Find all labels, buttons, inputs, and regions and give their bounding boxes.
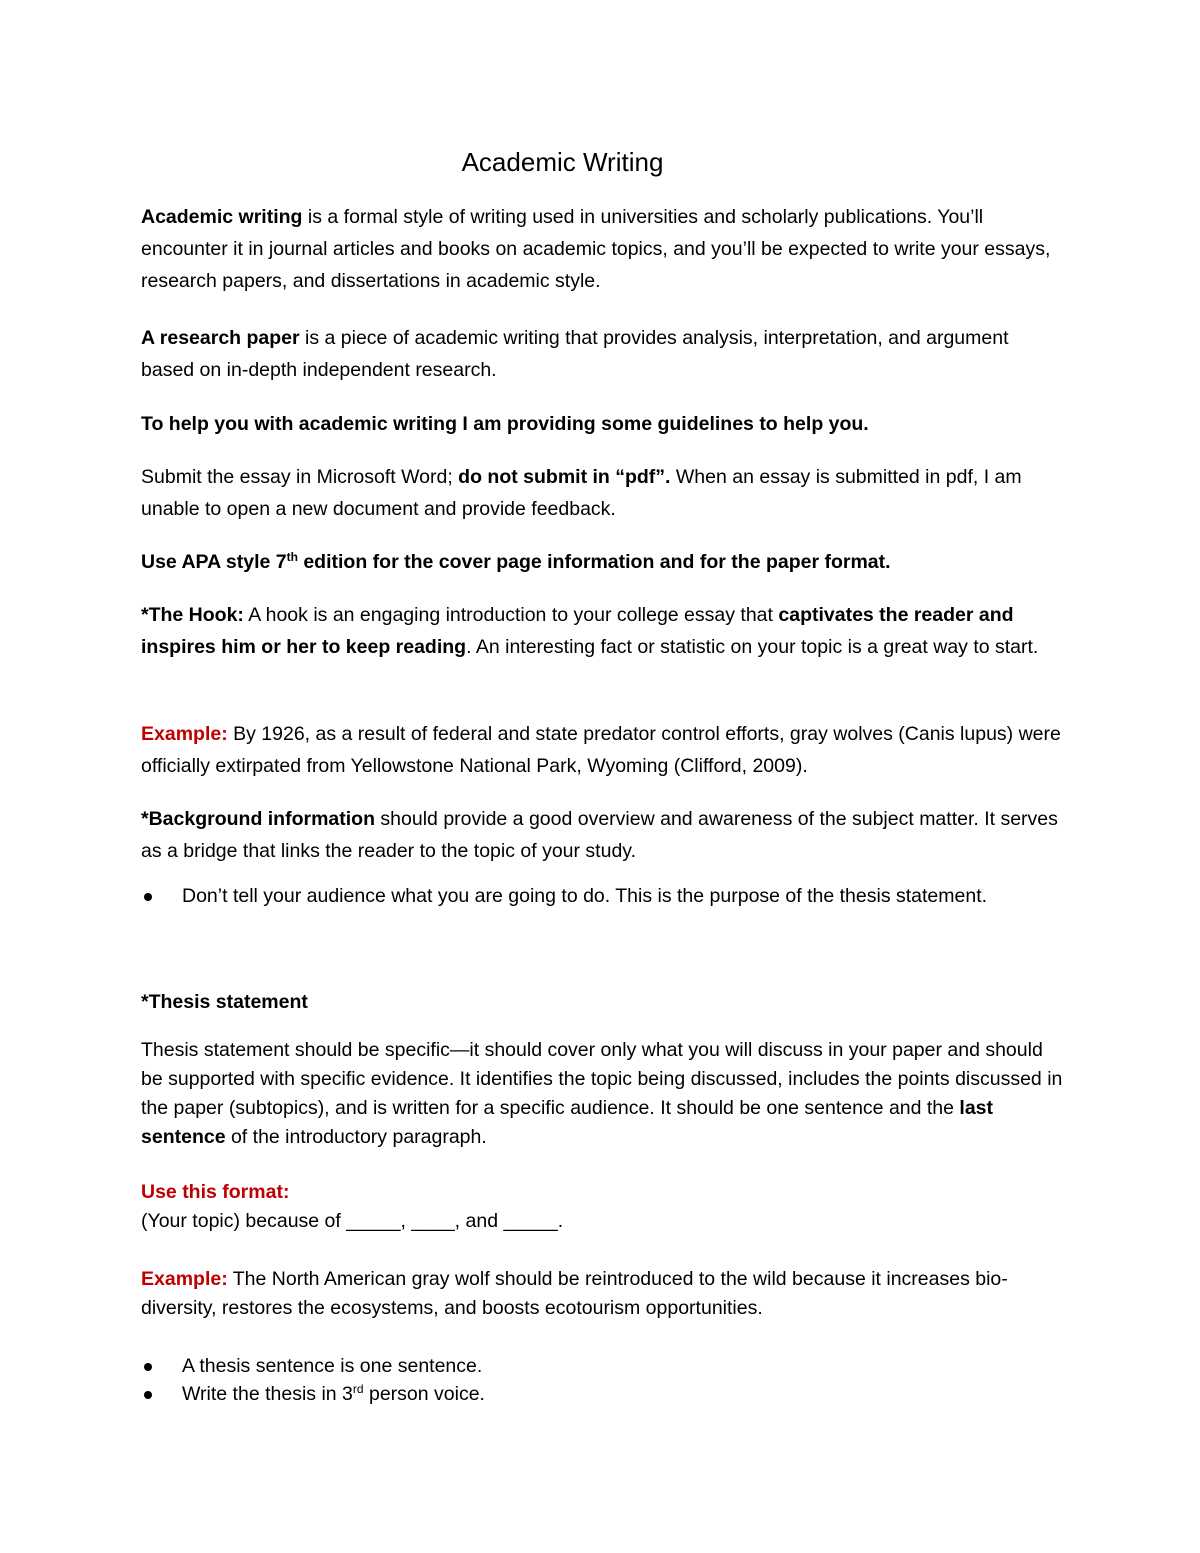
- example-label: Example:: [141, 723, 228, 745]
- paragraph-text: The North American gray wolf should be reintroduced to the wild because it increases bio-diversity, restores the ecosystems, and boosts ecotourism opportunities.: [141, 1268, 1008, 1319]
- paragraph-academic-writing: [141, 201, 1066, 297]
- term-research-paper: A research paper: [141, 327, 300, 349]
- term-academic-writing: Academic writing: [141, 206, 303, 228]
- paragraph-text: Use APA style 7: [141, 551, 287, 573]
- paragraph-submit-word: [141, 461, 1066, 525]
- paragraph-hook: [141, 599, 1066, 663]
- example-label: Example:: [141, 1268, 228, 1290]
- paragraph-thesis: [141, 1036, 1066, 1152]
- paragraph-text: . An interesting fact or statistic on your topic is a great way to start.: [466, 636, 1039, 658]
- background-label: *Background information: [141, 808, 376, 830]
- format-template: (Your topic) because of _____, ____, and _____.: [141, 1210, 564, 1232]
- bullet-list-background: [141, 882, 1066, 910]
- paragraph-text: edition for the cover page information and for the paper format.: [297, 551, 891, 573]
- document-page: [141, 0, 1066, 1553]
- superscript: th: [286, 550, 298, 564]
- paragraph-example-hook: [141, 718, 1066, 782]
- paragraph-text: is a formal style of writing used in universities and scholarly publications. You’ll encounter it in journal articles and books on academic topics, and you’ll be expected to write your essays, research papers, and dissertations in academic style.: [141, 206, 1051, 292]
- list-item: [141, 1352, 1066, 1380]
- list-item-text: Write the thesis in 3: [182, 1383, 353, 1405]
- thesis-heading: *Thesis statement: [141, 991, 308, 1013]
- hook-emphasis: captivates the reader and inspires him or her to keep reading: [141, 604, 1014, 658]
- paragraph-text: A hook is an engaging introduction to your college essay that: [243, 604, 779, 626]
- hook-label: *The Hook:: [141, 604, 244, 626]
- bullet-icon: [144, 1391, 152, 1399]
- paragraph-background: [141, 803, 1066, 867]
- bullet-icon: [144, 1363, 152, 1371]
- format-label: Use this format:: [141, 1181, 290, 1203]
- paragraph-text: By 1926, as a result of federal and state predator control efforts, gray wolves (Canis lupus) were officially extirpated from Yellowstone National Park, Wyoming (Clifford, 2009).: [141, 723, 1061, 777]
- emphasis-last-sentence: last sentence: [141, 1097, 994, 1148]
- list-item: [141, 882, 1066, 910]
- list-item-text: person voice.: [363, 1383, 485, 1405]
- list-item-text: A thesis sentence is one sentence.: [182, 1355, 483, 1377]
- paragraph-text: is a piece of academic writing that provides analysis, interpretation, and argument based on in-depth independent research.: [141, 327, 1009, 381]
- paragraph-example-thesis: [141, 1265, 1066, 1323]
- guidelines-intro: To help you with academic writing I am providing some guidelines to help you.: [141, 413, 869, 435]
- emphasis-no-pdf: do not submit in “pdf”.: [458, 466, 671, 488]
- list-item: [141, 1380, 1066, 1408]
- paragraph-apa-style: [141, 546, 1066, 578]
- paragraph-research-paper: [141, 322, 1066, 386]
- paragraph-text: When an essay is submitted in pdf, I am unable to open a new document and provide feedback.: [141, 466, 1022, 520]
- paragraph-text: Thesis statement should be specific—it should cover only what you will discuss in your paper and should be supported with specific evidence. It identifies the topic being discussed, includes the points discussed in the paper (subtopics), and is written for a specific audience. It should be one sentence and the: [141, 1039, 1063, 1119]
- paragraph-text: should provide a good overview and awareness of the subject matter. It serves as a bridge that links the reader to the topic of your study.: [141, 808, 1058, 862]
- paragraph-format: [141, 1178, 1066, 1236]
- superscript: rd: [352, 1382, 364, 1396]
- document-title: Academic Writing: [461, 147, 664, 177]
- bullet-list-thesis: [141, 1352, 1066, 1408]
- list-item-text: Don’t tell your audience what you are going to do. This is the purpose of the thesis statement.: [182, 885, 988, 907]
- bullet-icon: [144, 893, 152, 901]
- paragraph-text: Submit the essay in Microsoft Word;: [141, 466, 459, 488]
- paragraph-text: of the introductory paragraph.: [225, 1126, 487, 1148]
